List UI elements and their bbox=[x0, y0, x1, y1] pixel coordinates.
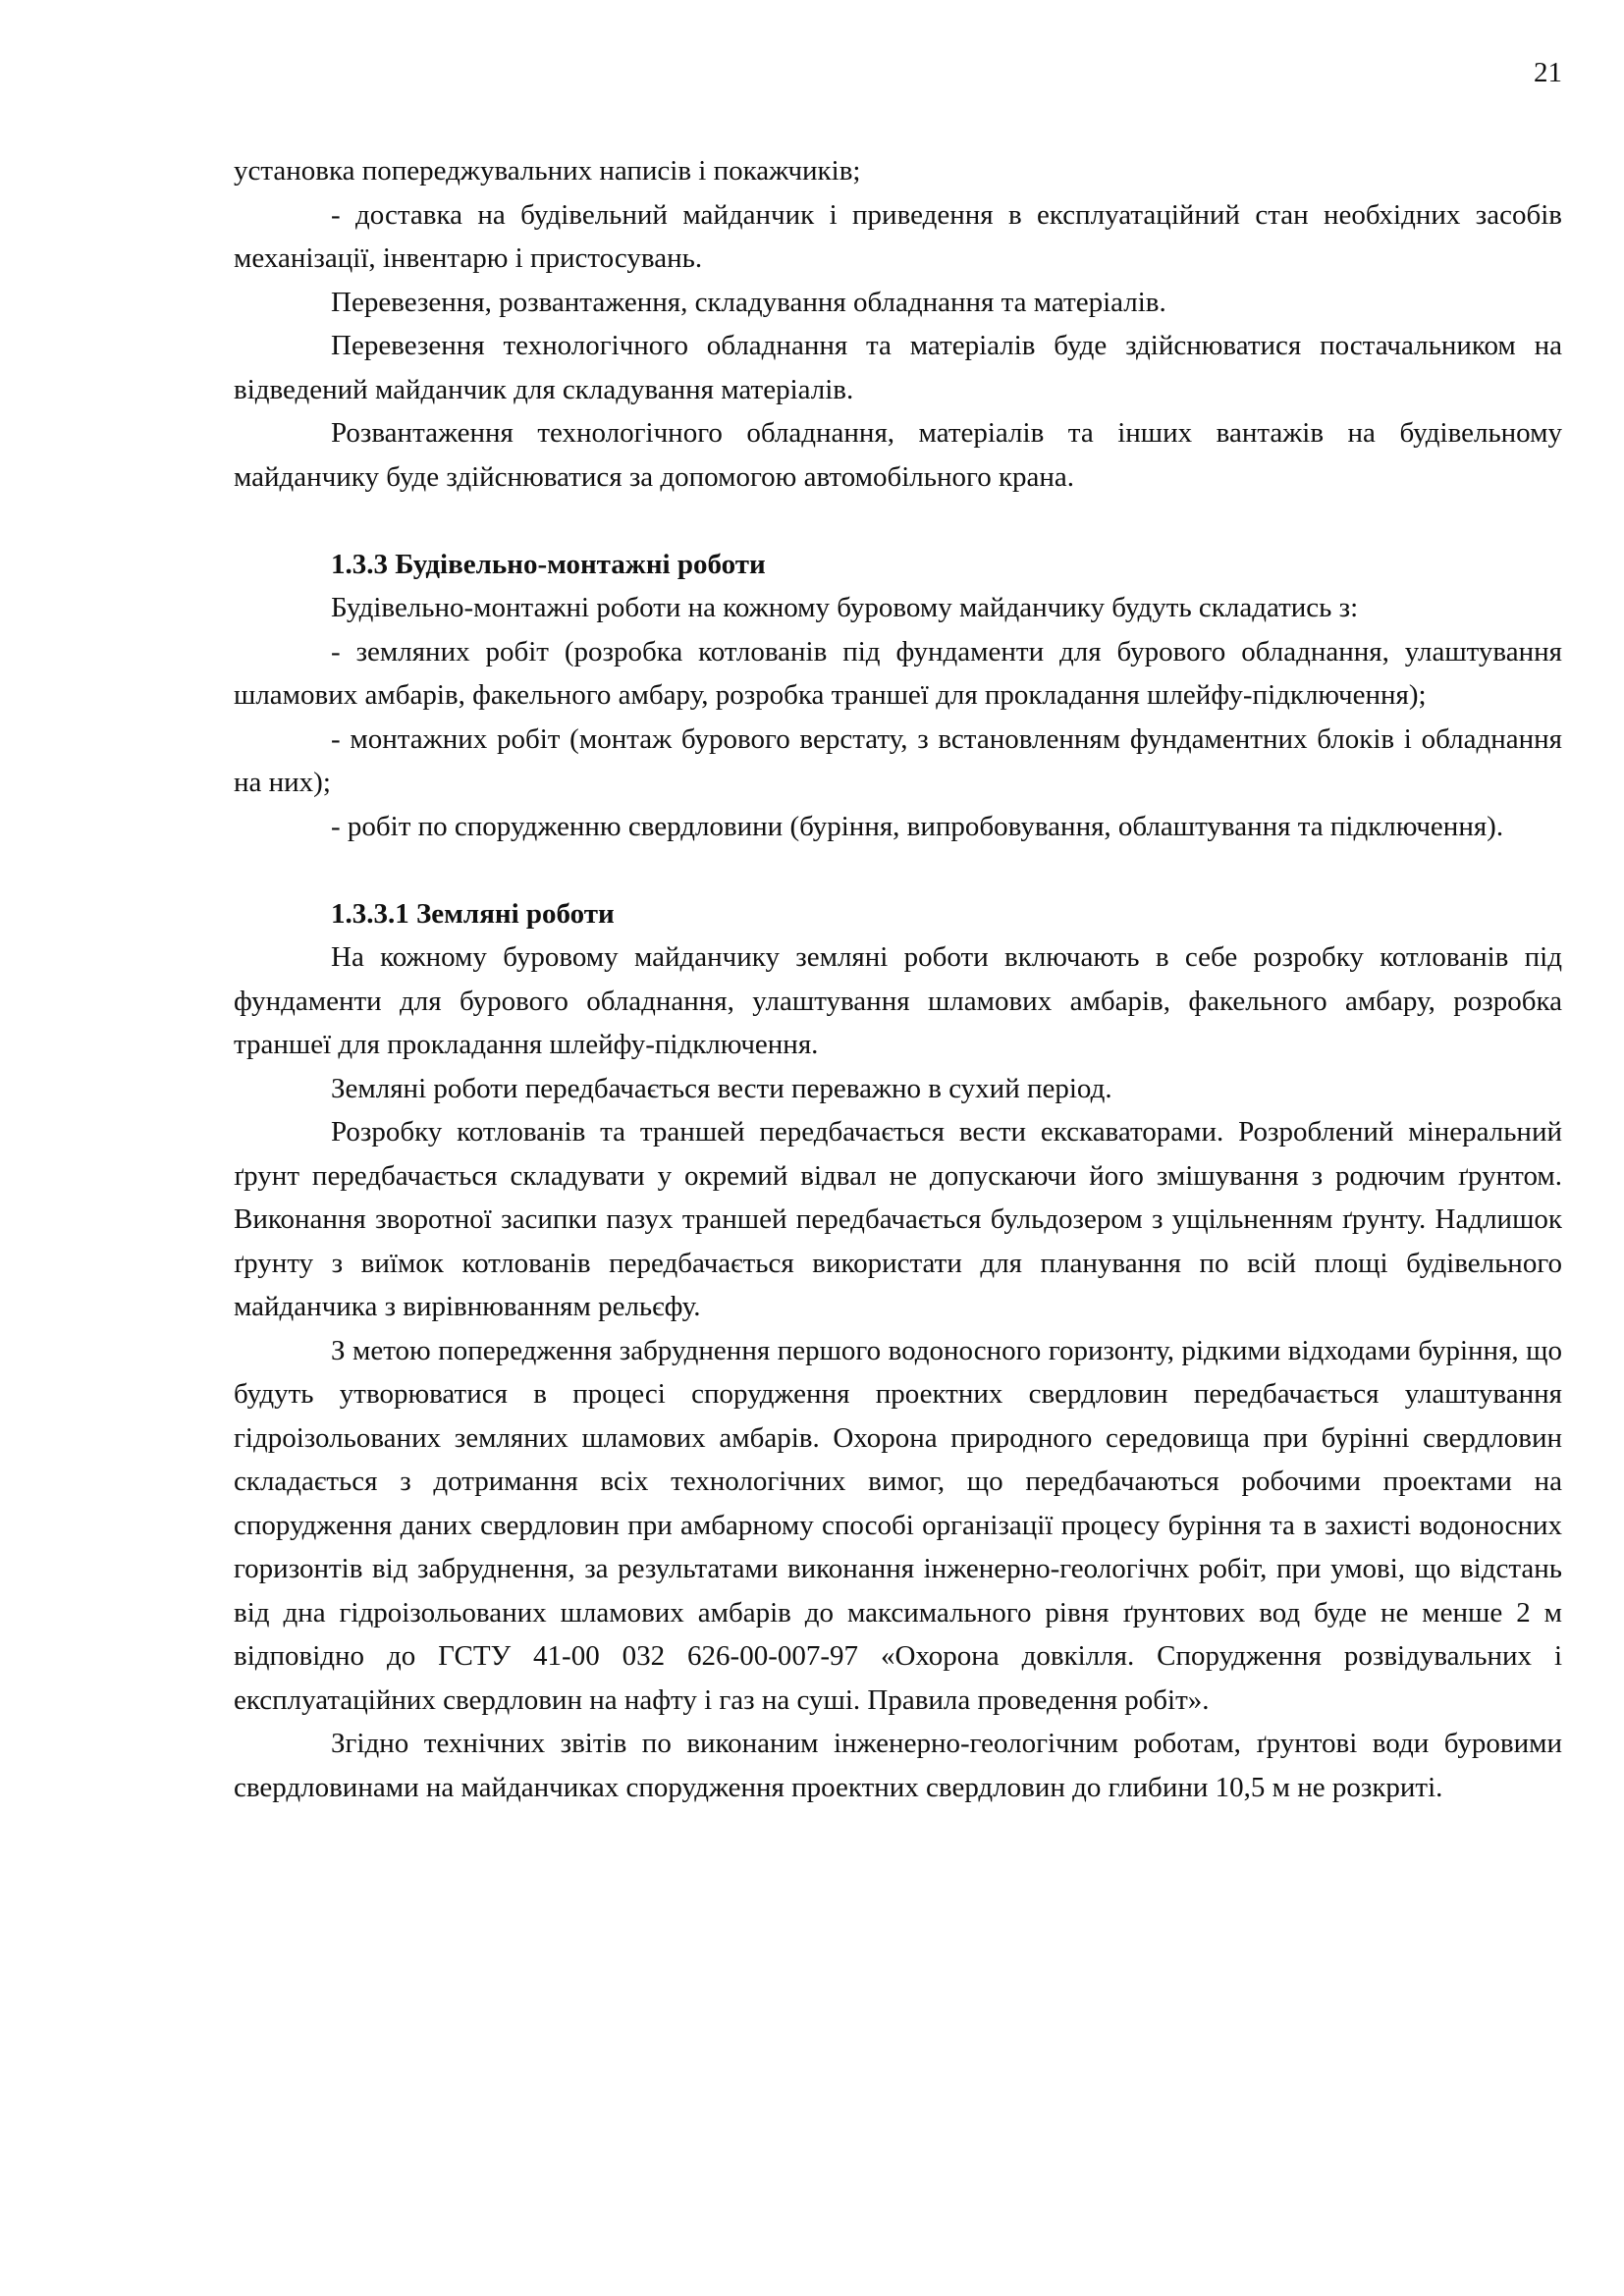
paragraph: Розвантаження технологічного обладнання, матеріалів та інших вантажів на будівельному майданчику буде здійснюватися за допомогою автомобільного крана. bbox=[234, 417, 1562, 493]
paragraph: Перевезення технологічного обладнання та матеріалів буде здійснюватися постачальником на відведений майданчик для складування матеріалів. bbox=[234, 330, 1562, 405]
paragraph: - монтажних робіт (монтаж бурового верстату, з встановленням фундаментних блоків і обладнання на них); bbox=[234, 722, 1562, 798]
paragraph: Перевезення, розвантаження, складування обладнання та матеріалів. bbox=[331, 286, 1166, 318]
section-heading-1-3-3: 1.3.3 Будівельно-монтажні роботи bbox=[331, 548, 766, 580]
spacer bbox=[234, 499, 1562, 543]
spacer bbox=[234, 848, 1562, 892]
paragraph: установка попереджувальних написів і покажчиків; bbox=[234, 155, 861, 187]
paragraph: - доставка на будівельний майданчик і приведення в експлуатаційний стан необхідних засобів механізації, інвентарю і пристосувань. bbox=[234, 198, 1562, 274]
section-heading-1-3-3-1: 1.3.3.1 Земляні роботи bbox=[331, 897, 615, 930]
paragraph: Будівельно-монтажні роботи на кожному буровому майданчику будуть складатись з: bbox=[331, 592, 1359, 623]
paragraph: Земляні роботи передбачається вести переважно в сухий період. bbox=[331, 1072, 1112, 1104]
paragraph: На кожному буровому майданчику земляні роботи включають в себе розробку котлованів під фундаменти для бурового обладнання, улаштування шламових амбарів, факельного амбару, розробка траншеї для прокладання шлейфу-підключення. bbox=[234, 941, 1562, 1060]
paragraph: Згідно технічних звітів по виконаним інженерно-геологічним роботам, ґрунтові води буровими свердловинами на майданчиках спорудження проектних свердловин до глибини 10,5 м не розкриті. bbox=[234, 1728, 1562, 1803]
page-number: 21 bbox=[1534, 57, 1562, 88]
paragraph: - робіт по спорудженню свердловини (буріння, випробовування, облаштування та підключення). bbox=[331, 810, 1504, 842]
paragraph: - земляних робіт (розробка котлованів під фундаменти для бурового обладнання, улаштування шламових амбарів, факельного амбару, розробка траншеї для прокладання шлейфу-підключення); bbox=[234, 635, 1562, 711]
paragraph: З метою попередження забруднення першого водоносного горизонту, рідкими відходами буріння, що будуть утворюватися в процесі спорудження проектних свердловин передбачається улаштування гідроізольованих земляних шламових амбарів. Охорона природного середовища при бурінні свердловин складається з дотримання всіх технологічних вимог, що передбачаються робочими проектами на спорудження даних свердловин при амбарному способі організації процесу буріння та в захисті водоносних горизонтів від забруднення, за результатами виконання інженерно-геологічнх робіт, при умові, що відстань від дна гідроізольованих шламових амбарів до максимального рівня ґрунтових вод буде не менше 2 м відповідно до ГСТУ 41-00 032 626-00-007-97 «Охорона довкілля. Спорудження розвідувальних і експлуатаційних свердловин на нафту і газ на суші. Правила проведення робіт». bbox=[234, 1334, 1562, 1716]
paragraph: Розробку котлованів та траншей передбачається вести екскаваторами. Розроблений мінеральний ґрунт передбачається складувати у окремий відвал не допускаючи його змішування з родючим ґрунтом. Виконання зворотної засипки пазух траншей передбачається бульдозером з ущільненням ґрунту. Надлишок ґрунту з виїмок котлованів передбачається використати для планування по всій площі будівельного майданчика з вирівнюванням рельєфу. bbox=[234, 1116, 1562, 1322]
document-body bbox=[234, 149, 1562, 1809]
